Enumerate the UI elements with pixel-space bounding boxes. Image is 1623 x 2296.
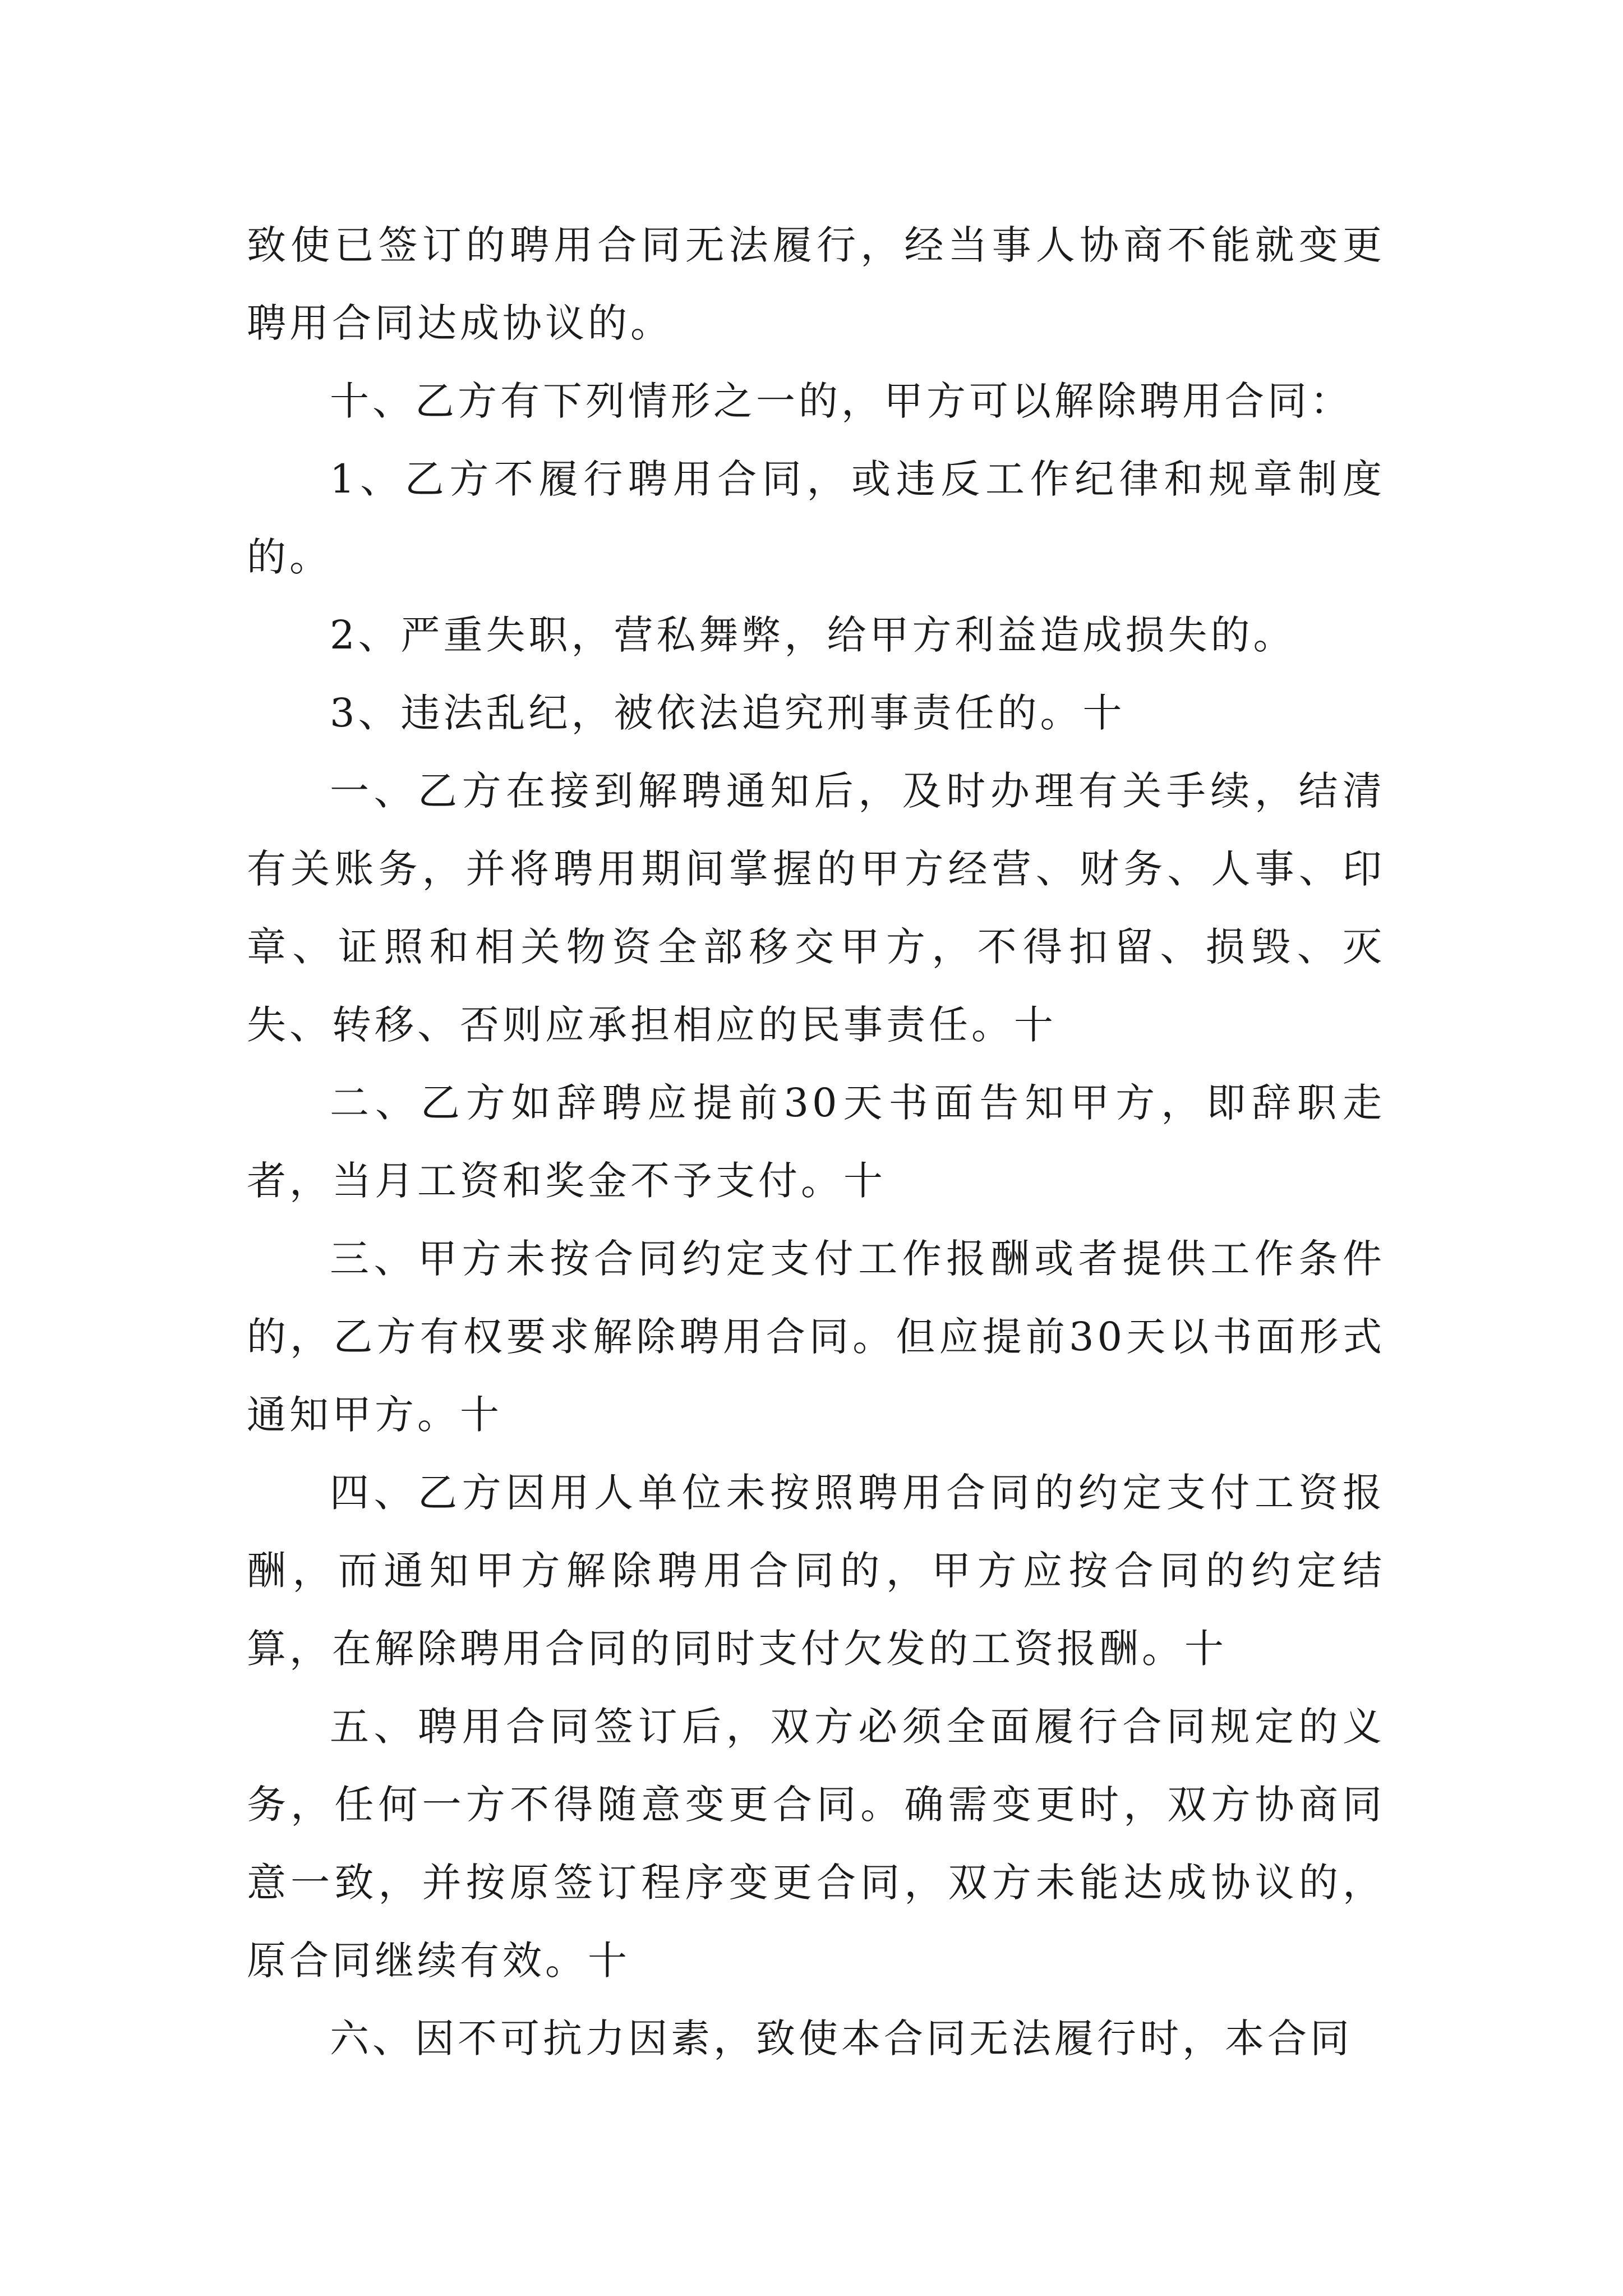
paragraph-item-3: 3、违法乱纪，被依法追究刑事责任的。十 [330,690,1126,736]
paragraph-clause-12: 二、乙方如辞聘应提前30天书面告知甲方，即辞职走者，当月工资和奖金不予支付。十 [247,1080,1385,1204]
paragraph-clause-15: 五、聘用合同签订后，双方必须全面履行合同规定的义务，任何一方不得随意变更合同。确需变更时，双方协商同意一致，并按原签订程序变更合同，双方未能达成协议的，原合同继续有效。十 [247,1704,1385,1984]
paragraph-item-1: 1、乙方不履行聘用合同，或违反工作纪律和规章制度的。 [247,456,1385,580]
paragraph-continuation: 致使已签订的聘用合同无法履行，经当事人协商不能就变更聘用合同达成协议的。 [247,222,1385,346]
paragraph-clause-11: 一、乙方在接到解聘通知后，及时办理有关手续，结清有关账务，并将聘用期间掌握的甲方经营、财务、人事、印章、证照和相关物资全部移交甲方，不得扣留、损毁、灭失、转移、否则应承担相应的民事责任。十 [247,768,1385,1048]
paragraph-item-2: 2、严重失职，营私舞弊，给甲方利益造成损失的。 [330,612,1296,658]
paragraph-clause-14: 四、乙方因用人单位未按照聘用合同的约定支付工资报酬，而通知甲方解除聘用合同的，甲方应按合同的约定结算，在解除聘用合同的同时支付欠发的工资报酬。十 [247,1470,1385,1672]
paragraph-clause-10: 十、乙方有下列情形之一的，甲方可以解除聘用合同： [330,378,1353,424]
document-body [247,206,1385,2078]
paragraph-clause-16: 六、因不可抗力因素，致使本合同无法履行时，本合同 [330,2016,1353,2062]
paragraph-clause-13: 三、甲方未按合同约定支付工作报酬或者提供工作条件的，乙方有权要求解除聘用合同。但应提前30天以书面形式通知甲方。十 [247,1236,1385,1438]
